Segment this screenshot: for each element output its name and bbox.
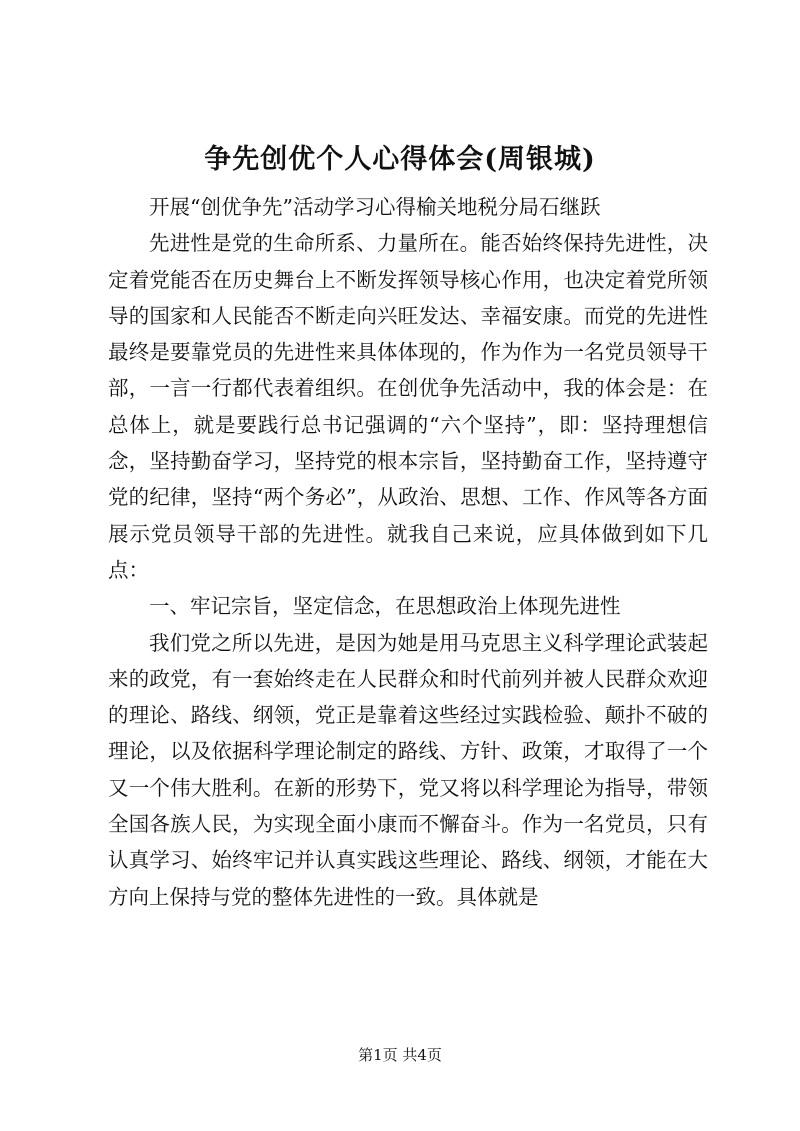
document-title: 争先创优个人心得体会(周银城) [204,144,596,175]
paragraph-intro: 先进性是党的生命所系、力量所在。能否始终保持先进性，决定着党能否在历史舞台上不断发挥领导核心作用，也决定着党所领导的国家和人民能否不断走向兴旺发达、幸福安康。而党的先进性最终是要靠党员的先进性来具体体现的，作为作为一名党员领导干部，一言一行都代表着组织。在创优争先活动中，我的体会是：在总体上，就是要践行总书记强调的“六个坚持”，即：坚持理想信念，坚持勤奋学习，坚持党的根本宗旨，坚持勤奋工作，坚持遵守党的纪律，坚持“两个务必”，从政治、思想、工作、作风等各方面展示党员领导干部的先进性。就我自己来说，应具体做到如下几点： [108,231,708,582]
document-body [108,189,708,915]
paragraph-subtitle: 开展“创优争先”活动学习心得榆关地税分局石继跃 [149,195,601,219]
paragraph-section-heading: 一、牢记宗旨，坚定信念，在思想政治上体现先进性 [149,594,621,619]
page-indicator: 第1页 共4页 [358,1046,442,1064]
paragraph-section-body: 我们党之所以先进，是因为她是用马克思主义科学理论武装起来的政党，有一套始终走在人民群众和时代前列并被人民群众欢迎的理论、路线、纲领，党正是靠着这些经过实践检验、颠扑不破的理论，以及依据科学理论制定的路线、方针、政策，才取得了一个又一个伟大胜利。在新的形势下，党又将以科学理论为指导，带领全国各族人民，为实现全面小康而不懈奋斗。作为一名党员，只有认真学习、始终牢记并认真实践这些理论、路线、纲领，才能在大方向上保持与党的整体先进性的一致。具体就是 [108,630,708,909]
